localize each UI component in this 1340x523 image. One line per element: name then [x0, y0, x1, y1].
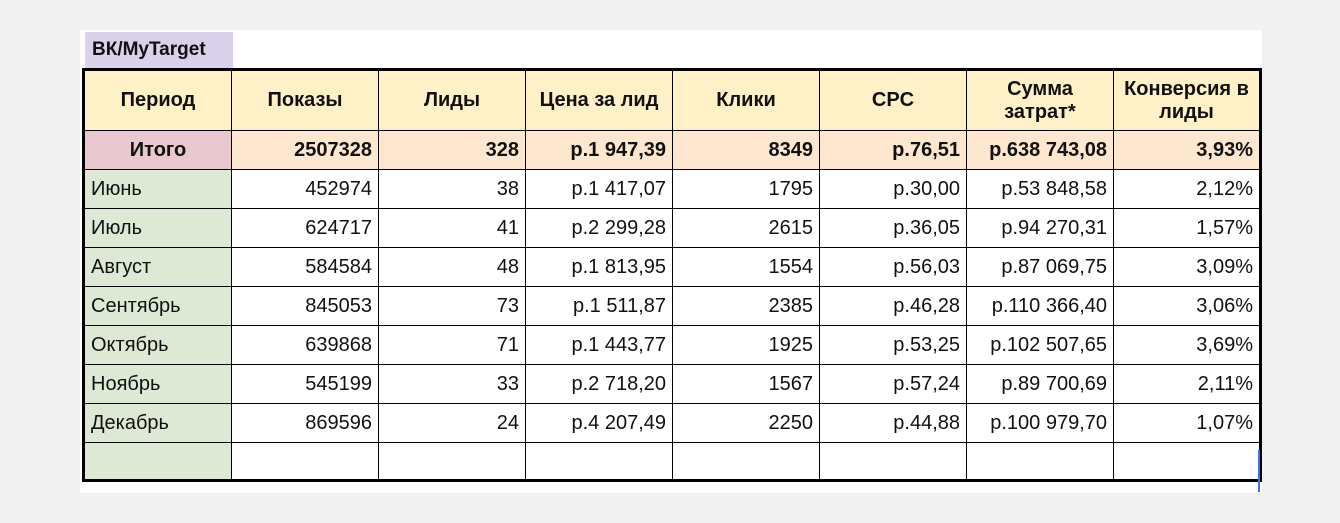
cell-cpc[interactable]: р.30,00 — [820, 170, 967, 209]
cell-impressions[interactable]: 452974 — [232, 170, 379, 209]
cell-leads[interactable]: 71 — [379, 326, 526, 365]
cell-cpc[interactable]: р.53,25 — [820, 326, 967, 365]
empty-cell[interactable] — [967, 443, 1114, 481]
cell-cost-per-lead[interactable]: р.1 417,07 — [526, 170, 673, 209]
empty-cell[interactable] — [673, 443, 820, 481]
cell-impressions[interactable]: 624717 — [232, 209, 379, 248]
header-cell-cpc[interactable]: CPC — [820, 70, 967, 131]
total-cell-conversion[interactable]: 3,93% — [1114, 131, 1261, 170]
cell-conversion[interactable]: 2,12% — [1114, 170, 1261, 209]
cell-leads[interactable]: 48 — [379, 248, 526, 287]
cell-period[interactable]: Ноябрь — [84, 365, 232, 404]
cell-period[interactable]: Октябрь — [84, 326, 232, 365]
cell-total-spend[interactable]: р.94 270,31 — [967, 209, 1114, 248]
cell-total-spend[interactable]: р.110 366,40 — [967, 287, 1114, 326]
cell-leads[interactable]: 24 — [379, 404, 526, 443]
header-row — [84, 70, 1261, 131]
empty-row — [84, 443, 1261, 481]
cell-cost-per-lead[interactable]: р.2 718,20 — [526, 365, 673, 404]
table-row — [84, 404, 1261, 443]
table-row — [84, 326, 1261, 365]
cell-cost-per-lead[interactable]: р.1 511,87 — [526, 287, 673, 326]
cell-conversion[interactable]: 3,69% — [1114, 326, 1261, 365]
empty-cell[interactable] — [232, 443, 379, 481]
sheet-title-cell[interactable]: ВК/MyTarget — [85, 32, 233, 68]
header-cell-impressions[interactable]: Показы — [232, 70, 379, 131]
cell-clicks[interactable]: 2250 — [673, 404, 820, 443]
total-cell-clicks[interactable]: 8349 — [673, 131, 820, 170]
cell-cost-per-lead[interactable]: р.4 207,49 — [526, 404, 673, 443]
cell-leads[interactable]: 73 — [379, 287, 526, 326]
cell-period[interactable]: Август — [84, 248, 232, 287]
table-row — [84, 209, 1261, 248]
total-cell-cpc[interactable]: р.76,51 — [820, 131, 967, 170]
cell-cpc[interactable]: р.56,03 — [820, 248, 967, 287]
cell-total-spend[interactable]: р.89 700,69 — [967, 365, 1114, 404]
cell-total-spend[interactable]: р.53 848,58 — [967, 170, 1114, 209]
cell-leads[interactable]: 33 — [379, 365, 526, 404]
cell-cpc[interactable]: р.44,88 — [820, 404, 967, 443]
cell-cost-per-lead[interactable]: р.1 443,77 — [526, 326, 673, 365]
cell-conversion[interactable]: 1,07% — [1114, 404, 1261, 443]
empty-cell[interactable] — [526, 443, 673, 481]
selection-edge-marker — [1258, 450, 1260, 492]
cell-conversion[interactable]: 1,57% — [1114, 209, 1261, 248]
table-row — [84, 248, 1261, 287]
spreadsheet — [80, 30, 1262, 493]
header-cell-total-spend[interactable]: Сумма затрат* — [967, 70, 1114, 131]
cell-clicks[interactable]: 2385 — [673, 287, 820, 326]
cell-period[interactable]: Сентябрь — [84, 287, 232, 326]
total-cell-leads[interactable]: 328 — [379, 131, 526, 170]
cell-impressions[interactable]: 845053 — [232, 287, 379, 326]
cell-cpc[interactable]: р.57,24 — [820, 365, 967, 404]
cell-total-spend[interactable]: р.100 979,70 — [967, 404, 1114, 443]
cell-clicks[interactable]: 2615 — [673, 209, 820, 248]
cell-leads[interactable]: 41 — [379, 209, 526, 248]
cell-clicks[interactable]: 1554 — [673, 248, 820, 287]
cell-impressions[interactable]: 545199 — [232, 365, 379, 404]
cell-leads[interactable]: 38 — [379, 170, 526, 209]
header-cell-cost-per-lead[interactable]: Цена за лид — [526, 70, 673, 131]
cell-conversion[interactable]: 3,09% — [1114, 248, 1261, 287]
cell-clicks[interactable]: 1795 — [673, 170, 820, 209]
header-cell-leads[interactable]: Лиды — [379, 70, 526, 131]
cell-total-spend[interactable]: р.87 069,75 — [967, 248, 1114, 287]
cell-period[interactable]: Июнь — [84, 170, 232, 209]
empty-cell[interactable] — [820, 443, 967, 481]
cell-cost-per-lead[interactable]: р.1 813,95 — [526, 248, 673, 287]
table-row — [84, 287, 1261, 326]
total-cell-cost-per-lead[interactable]: р.1 947,39 — [526, 131, 673, 170]
cell-clicks[interactable]: 1567 — [673, 365, 820, 404]
total-row — [84, 131, 1261, 170]
total-cell-period[interactable]: Итого — [84, 131, 232, 170]
cell-conversion[interactable]: 2,11% — [1114, 365, 1261, 404]
cell-cpc[interactable]: р.46,28 — [820, 287, 967, 326]
cell-conversion[interactable]: 3,06% — [1114, 287, 1261, 326]
cell-impressions[interactable]: 584584 — [232, 248, 379, 287]
empty-cell-period[interactable] — [84, 443, 232, 481]
cell-period[interactable]: Декабрь — [84, 404, 232, 443]
empty-cell[interactable] — [379, 443, 526, 481]
total-cell-impressions[interactable]: 2507328 — [232, 131, 379, 170]
empty-cell[interactable] — [1114, 443, 1261, 481]
total-cell-total-spend[interactable]: р.638 743,08 — [967, 131, 1114, 170]
header-cell-conversion[interactable]: Конверсия в лиды — [1114, 70, 1261, 131]
cell-total-spend[interactable]: р.102 507,65 — [967, 326, 1114, 365]
cell-cost-per-lead[interactable]: р.2 299,28 — [526, 209, 673, 248]
cell-impressions[interactable]: 869596 — [232, 404, 379, 443]
header-cell-clicks[interactable]: Клики — [673, 70, 820, 131]
cell-cpc[interactable]: р.36,05 — [820, 209, 967, 248]
table-row — [84, 365, 1261, 404]
data-table — [82, 68, 1262, 482]
table-row — [84, 170, 1261, 209]
header-cell-period[interactable]: Период — [84, 70, 232, 131]
cell-period[interactable]: Июль — [84, 209, 232, 248]
cell-impressions[interactable]: 639868 — [232, 326, 379, 365]
cell-clicks[interactable]: 1925 — [673, 326, 820, 365]
